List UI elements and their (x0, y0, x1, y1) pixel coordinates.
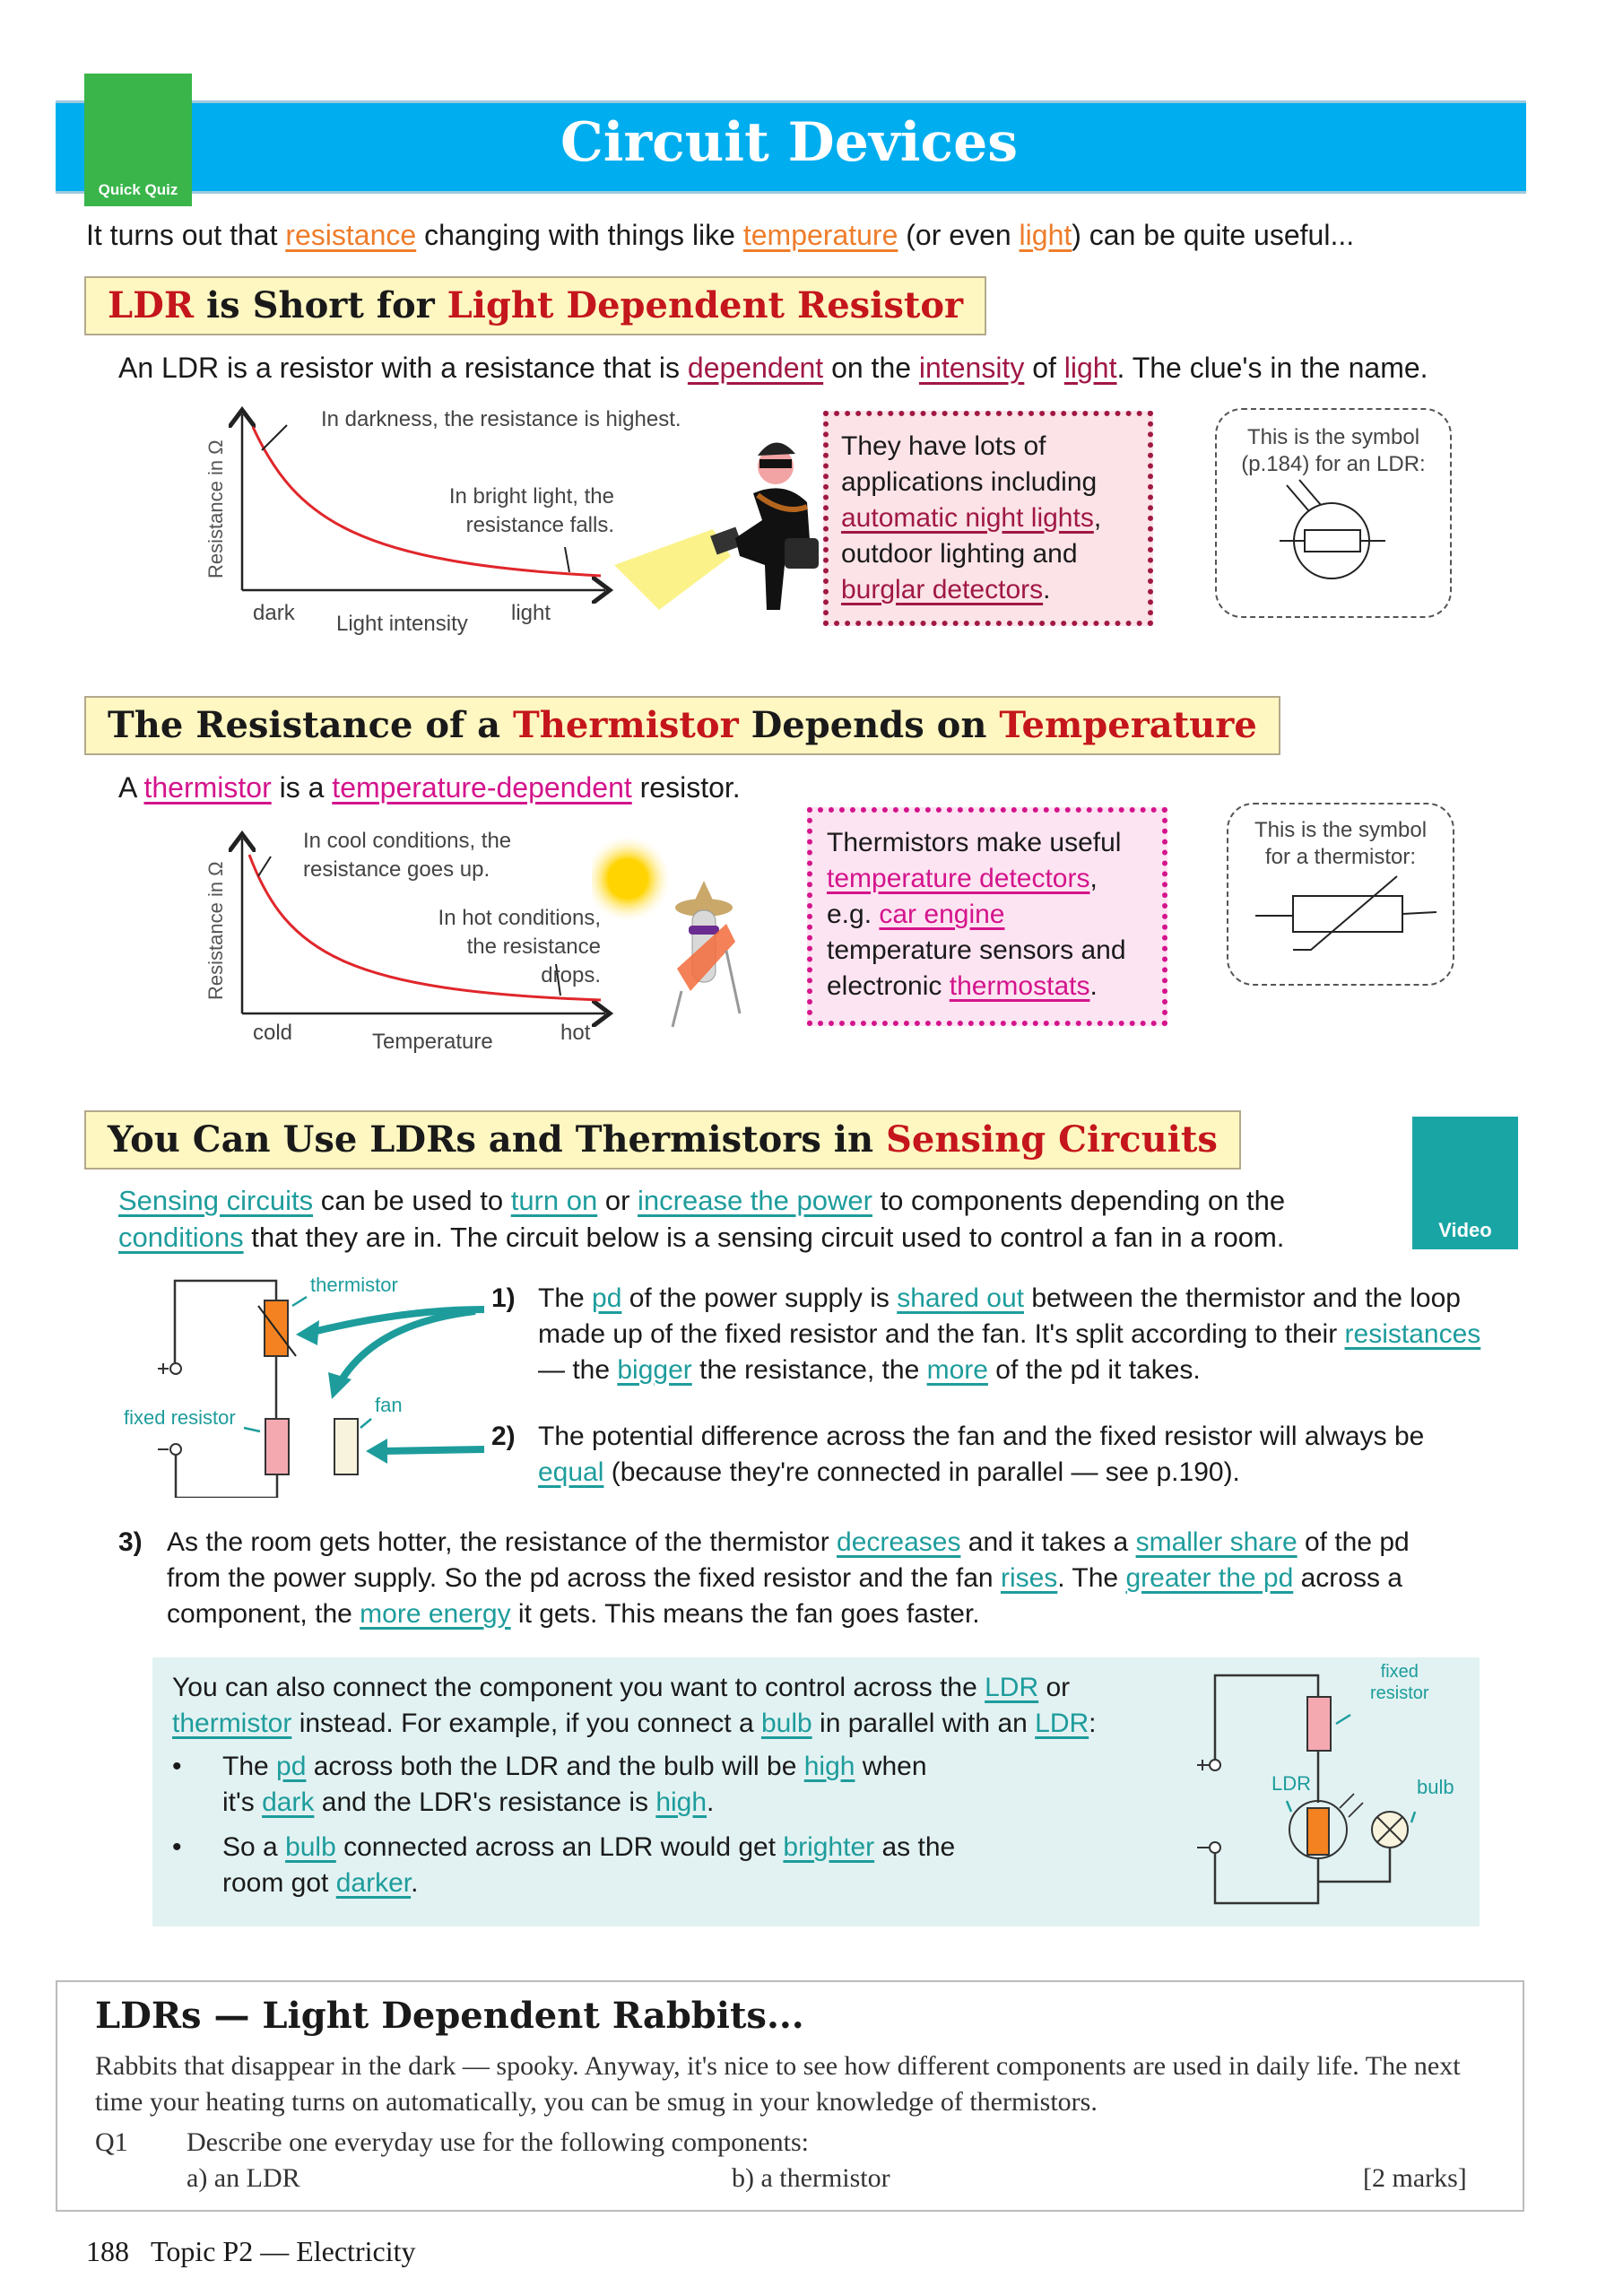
svg-text:Resistance in Ω: Resistance in Ω (204, 861, 227, 1000)
page-footer (86, 2235, 415, 2268)
thermistor-annotation-cool: In cool conditions, the resistance goes up. (303, 829, 512, 882)
burglar-illustration (605, 430, 820, 619)
section-heading-sensing: You Can Use LDRs and Thermistors in Sensing Circuits (84, 1110, 1241, 1170)
ldr-symbol-box (1215, 408, 1452, 618)
question-marks: [2 marks] (1363, 2163, 1467, 2193)
x-tick-hot: hot (560, 1021, 591, 1045)
quick-quiz-label: Quick Quiz (98, 181, 178, 198)
topic-label: Topic P2 — Electricity (151, 2235, 416, 2267)
thermistor-applications-panel: Thermistors make useful temperature detectors, e.g. car engine temperature sensors and electronic thermostats. (807, 807, 1167, 1026)
question-part-a: a) an LDR (187, 2163, 300, 2193)
label-fan: fan (375, 1394, 403, 1416)
intro-text: It turns out that resistance changing with things like temperature (or even light) can be quite useful... (86, 219, 1355, 251)
keyword: resistance (285, 219, 417, 251)
ldr-lead-text: An LDR is a resistor with a resistance that is dependent on the intensity of light. The clue's in the name. (118, 352, 1428, 384)
keyword: light (1019, 219, 1072, 251)
x-tick-cold: cold (253, 1021, 293, 1045)
thermistor-annotation-hot: In hot conditions, the resistance drops. (438, 906, 601, 987)
question-part-b: b) a thermistor (732, 2163, 890, 2193)
label-fixed-resistor-2: fixed resistor (1370, 1662, 1429, 1703)
video-label: Video (1438, 1219, 1492, 1241)
summary-text: Rabbits that disappear in the dark — spooky. Anyway, it's nice to see how different components are used in daily life. The next time your heating turns on automatically, you can be smug in your knowledge of thermistors. (95, 2051, 1461, 2117)
x-tick-dark: dark (253, 601, 295, 625)
tip-bullet-1: • The pd across both the LDR and the bulb will be high when it's dark and the LDR's resistance is high. (172, 1752, 927, 1817)
video-button[interactable] (1412, 1117, 1518, 1249)
ldr-annotation-bright: In bright light, the resistance falls. (448, 484, 614, 537)
ldr-symbol-note: This is the symbol (p.184) for an LDR: (1241, 425, 1426, 476)
page-title: Circuit Devices (560, 111, 1019, 174)
ldr-symbol-icon (1217, 478, 1450, 595)
fan-sensing-circuit-diagram (117, 1274, 502, 1498)
thermistor-symbol-box (1227, 803, 1454, 986)
label-bulb: bulb (1417, 1776, 1454, 1798)
x-axis-label: Light intensity (336, 612, 468, 636)
question-id: Q1 (95, 2127, 128, 2157)
quick-quiz-button[interactable] (84, 74, 192, 206)
point-1: 1) The pd of the power supply is shared out between the thermistor and the loop made up of the fixed resistor and the fan. It's split according to their resistances — the bigger the resistance, the more of the pd it takes. (491, 1283, 1481, 1385)
section-heading-thermistor: The Resistance of a Thermistor Depends on Temperature (84, 696, 1280, 755)
page-number: 188 (86, 2235, 129, 2267)
sensing-lead-text: Sensing circuits can be used to turn on or increase the power to components depending on the conditions that they are in. The circuit below is a sensing circuit used to control a fan in a room. (118, 1185, 1286, 1253)
thermistor-lead-text: A thermistor is a temperature-dependent resistor. (118, 771, 741, 804)
ldr-annotation-dark: In darkness, the resistance is highest. (321, 407, 681, 431)
label-fixed-resistor: fixed resistor (124, 1406, 236, 1429)
point-3: 3) As the room gets hotter, the resistance of the thermistor decreases and it takes a smaller share of the pd from the power supply. So the pd across the fixed resistor and the fan rises. The greater the pd across a component, the more energy it gets. This means the fan goes faster. (118, 1527, 1410, 1629)
svg-text:Resistance in Ω: Resistance in Ω (204, 439, 227, 578)
x-tick-light: light (511, 601, 551, 625)
tip-bullet-2: • So a bulb connected across an LDR would get brighter as the room got darker. (172, 1832, 956, 1898)
tip-text: You can also connect the component you want to control across the LDR or thermistor instead. For example, if you connect a bulb in parallel with an LDR: (172, 1673, 1097, 1738)
label-ldr: LDR (1271, 1772, 1312, 1795)
keyword: temperature (742, 219, 898, 251)
ldr-applications-panel: They have lots of applications including automatic night lights, outdoor lighting and burglar detectors. (823, 411, 1153, 626)
sunbathing-thermistor-illustration (592, 834, 771, 1040)
x-axis-label: Temperature (372, 1030, 493, 1054)
thermistor-symbol-icon (1228, 871, 1453, 961)
label-thermistor: thermistor (310, 1274, 398, 1296)
thermistor-symbol-note: This is the symbol for a thermistor: (1254, 818, 1428, 869)
question-prompt: Describe one everyday use for the following components: (187, 2127, 809, 2157)
section-heading-ldr: LDR is Short for Light Dependent Resistor (84, 276, 986, 335)
summary-heading: LDRs — Light Dependent Rabbits... (95, 1995, 804, 2037)
point-2: 2) The potential difference across the fan and the fixed resistor will always be equal (because they're connected in parallel — see p.190). (491, 1422, 1425, 1487)
